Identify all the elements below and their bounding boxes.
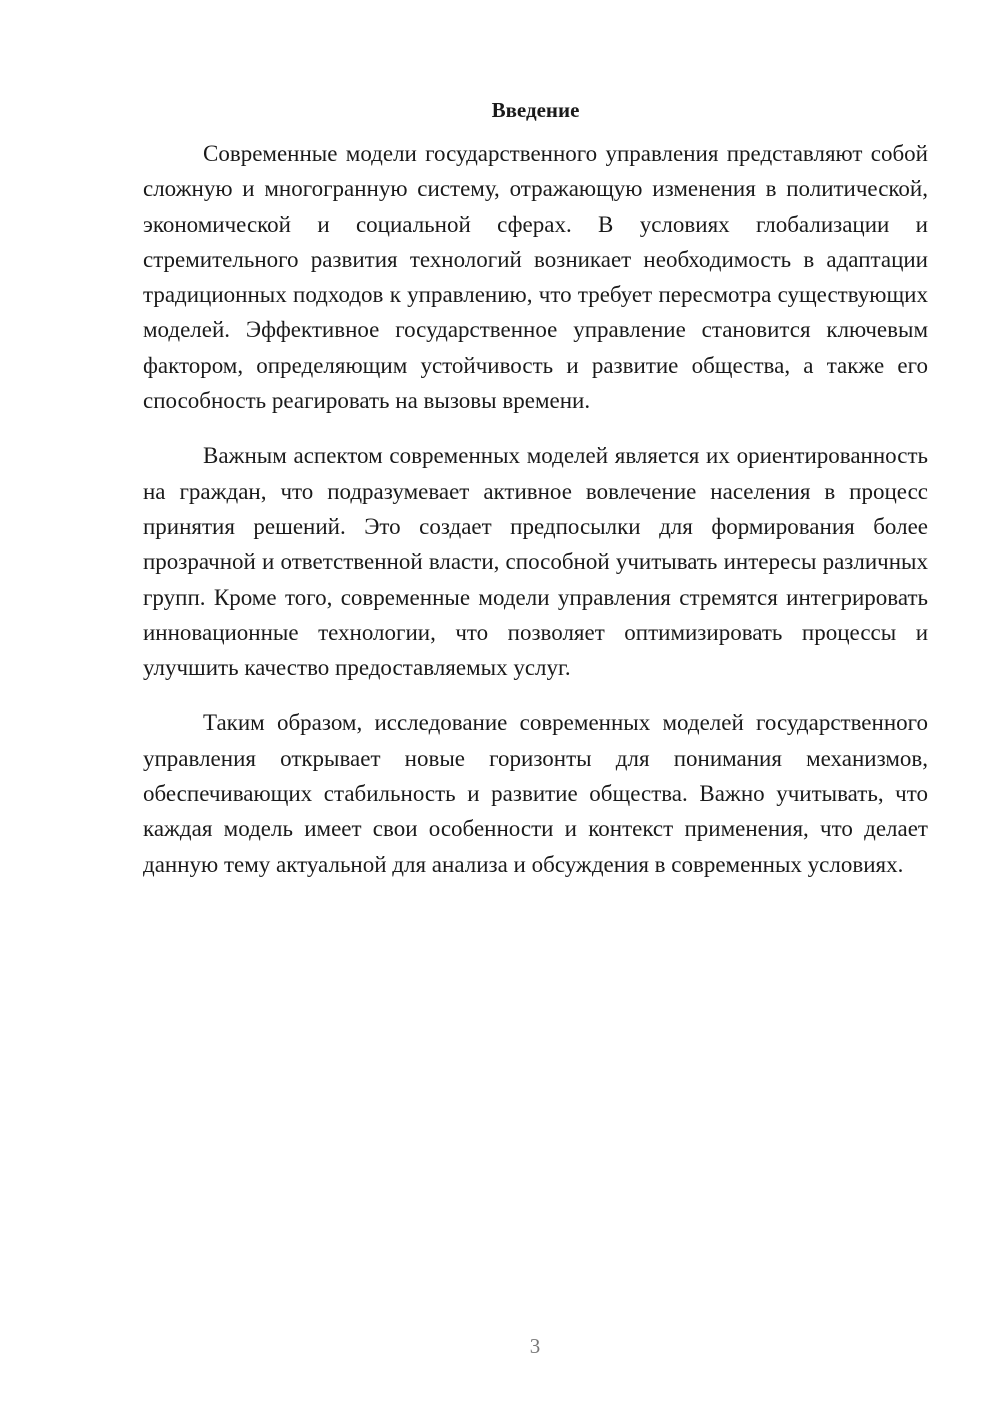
page-content — [143, 95, 928, 902]
section-title: Введение — [491, 98, 580, 122]
paragraph-1: Современные модели государственного управления представляют собой сложную и многогранную систему, отражающую изменения в политической, экономической и социальной сферах. В условиях глобализации и стремительного развития технологий возникает необходимость в адаптации традиционных подходов к управлению, что требует пересмотра существующих моделей. Эффективное государственное управление становится ключевым фактором, определяющим устойчивость и развитие общества, а также его способность реагировать на вызовы времени. — [143, 141, 928, 414]
page-number: 3 — [529, 1334, 541, 1358]
paragraph-2: Важным аспектом современных моделей является их ориентированность на граждан, что подразумевает активное вовлечение населения в процесс принятия решений. Это создает предпосылки для формирования более прозрачной и ответственной власти, способной учитывать интересы различных групп. Кроме того, современные модели управления стремятся интегрировать инновационные технологии, что позволяет оптимизировать процессы и улучшить качество предоставляемых услуг. — [143, 443, 928, 681]
paragraph-3: Таким образом, исследование современных моделей государственного управления открывает новые горизонты для понимания механизмов, обеспечивающих стабильность и развитие общества. Важно учитывать, что каждая модель имеет свои особенности и контекст применения, что делает данную тему актуальной для анализа и обсуждения в современных условиях. — [143, 710, 928, 877]
